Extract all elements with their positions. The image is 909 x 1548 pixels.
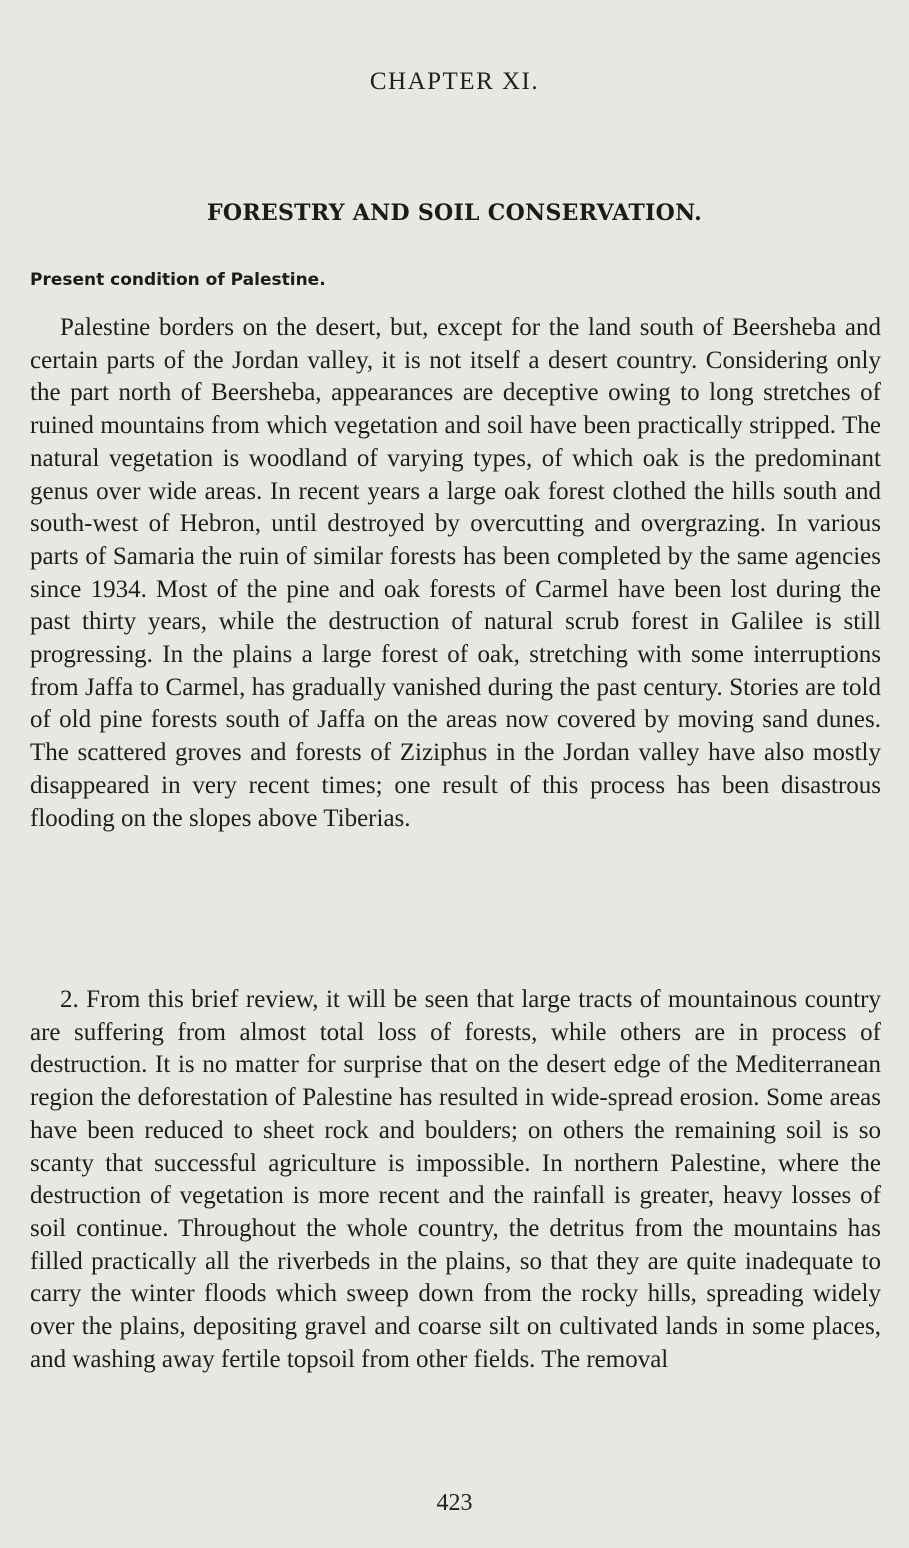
chapter-heading: CHAPTER XI. bbox=[369, 68, 540, 95]
subsection-title: Present condition of Palestine. bbox=[30, 270, 326, 290]
section-title: FORESTRY AND SOIL CONSERVATION. bbox=[206, 200, 703, 226]
paragraph-2: 2. From this brief review, it will be seen that large tracts of mountainous country are suffering from almost total loss of forests, while others are in process of destruction. It is no matter for surprise that on the desert edge of the Mediterranean region the deforestation of Palestine has resulted in wide-spread erosion. Some areas have been reduced to sheet rock and boulders; on others the remaining soil is so scanty that successful agriculture is impossible. In northern Palestine, where the destruction of vegetation is more recent and the rainfall is greater, heavy losses of soil continue. Throughout the whole country, the detritus from the mountains has filled practically all the riverbeds in the plains, so that they are quite inadequate to carry the winter floods which sweep down from the rocky hills, spreading widely over the plains, depositing gravel and coarse silt on cultivated lands in some places, and washing away fertile topsoil from other fields. The removal bbox=[30, 986, 881, 1373]
page-number: 423 bbox=[436, 1490, 473, 1516]
paragraph-1: Palestine borders on the desert, but, except for the land south of Beersheba and certain parts of the Jordan valley, it is not itself a desert country. Considering only the part north of Beersheba, appearances are deceptive owing to long stretches of ruined mountains from which vegetation and soil have been practically stripped. The natural vegetation is woodland of varying types, of which oak is the predominant genus over wide areas. In recent years a large oak forest clothed the hills south and south-west of Hebron, until destroyed by overcutting and overgrazing. In various parts of Samaria the ruin of similar forests has been completed by the same agencies since 1934. Most of the pine and oak forests of Carmel have been lost during the past thirty years, while the destruction of natural scrub forest in Galilee is still progressing. In the plains a large forest of oak, stretching with some interruptions from Jaffa to Carmel, has gradually vanished during the past century. Stories are told of old pine forests south of Jaffa on the areas now covered by moving sand dunes. The scattered groves and forests of Ziziphus in the Jordan valley have also mostly disappeared in very recent times; one result of this process has been disastrous flooding on the slopes above Tiberias. bbox=[30, 314, 881, 832]
